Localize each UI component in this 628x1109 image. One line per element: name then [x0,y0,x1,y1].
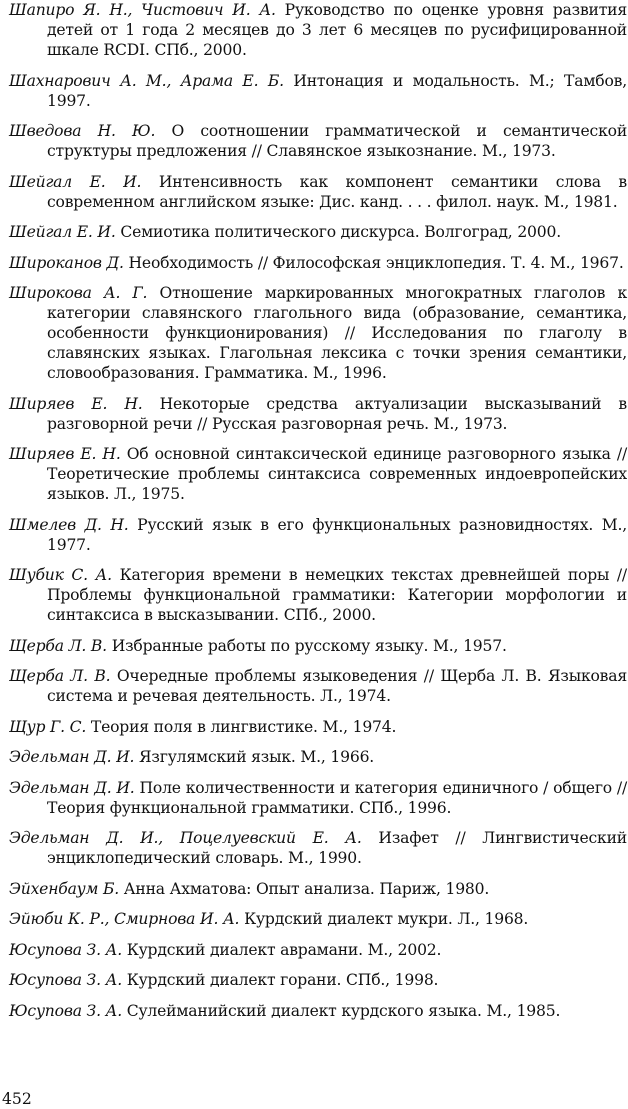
entry-author: Щерба Л. В. [9,667,111,685]
entry-author: Шапиро Я. Н., Чистович И. А. [9,1,276,19]
bibliography-entry [9,1001,627,1021]
entry-author: Юсупова З. А. [9,971,122,989]
bibliography-entry [9,253,627,273]
entry-author: Ширяев Е. Н. [9,394,143,413]
entry-text: Курдский диалект аврамани. М., 2002. [126,940,442,959]
entry-author: Эйхенбаум Б. [9,879,120,898]
entry-text: О соотношении грамматической и семантической структуры предложения // Славянское языкознание. М., 1973. [47,122,628,160]
entry-author: Юсупова З. А. [9,1001,122,1020]
entry-text: Поле количественности и категория единичного / общего // Теория функциональной грамматики. СПб., 1996. [47,778,628,817]
entry-text: Анна Ахматова: Опыт анализа. Париж, 1980. [123,879,490,898]
entry-text: Интонация и модальность. М.; Тамбов, 1997. [47,71,627,110]
bibliography-list [9,0,627,1031]
entry-text: Интенсивность как компонент семантики слова в современном английском языке: Дис. канд. . . . филол. наук. М., 1981. [47,172,627,211]
page-number: 452 [2,1090,32,1108]
entry-author: Щерба Л. В. [9,636,107,655]
bibliography-entry [9,879,627,899]
entry-text: Некоторые средства актуализации высказываний в разговорной речи // Русская разговорная речь. М., 1973. [47,394,627,433]
bibliography-entry [9,747,627,767]
entry-author: Эдельман Д. И., Поцелуевский Е. А. [9,829,362,847]
entry-author: Шмелев Д. Н. [9,515,129,534]
bibliography-entry [9,515,627,555]
entry-text: Язгулямский язык. М., 1966. [139,748,375,766]
entry-text: Очередные проблемы языковедения // Щерба Л. В. Языковая система и речевая деятельность. Л., 1974. [47,667,627,705]
bibliography-entry [9,666,627,706]
entry-text: Изафет // Лингвистический энциклопедический словарь. М., 1990. [47,829,627,867]
bibliography-entry [9,565,627,625]
bibliography-entry [9,222,627,242]
entry-author: Шейгал Е. И. [9,223,116,241]
entry-author: Эйюби К. Р., Смирнова И. А. [9,910,240,928]
entry-text: Избранные работы по русскому языку. М., 1957. [111,636,507,655]
entry-text: Сулейманийский диалект курдского языка. М., 1985. [126,1001,561,1020]
entry-text: Теория поля в лингвистике. М., 1974. [90,717,397,736]
bibliography-entry [9,909,627,929]
entry-text: Семиотика политического дискурса. Волгоград, 2000. [120,223,561,241]
entry-text: Курдский диалект мукри. Л., 1968. [244,910,529,928]
bibliography-entry [9,940,627,960]
entry-author: Эдельман Д. И. [9,748,135,766]
bibliography-entry [9,828,627,868]
entry-author: Широкова А. Г. [9,284,148,302]
bibliography-entry [9,121,627,161]
entry-text: Об основной синтаксической единице разговорного языка // Теоретические проблемы синтаксиса современных индоевропейских языков. Л., 1975. [47,445,627,503]
entry-author: Широканов Д. [9,253,124,272]
entry-text: Курдский диалект горани. СПб., 1998. [126,971,439,989]
entry-text: Необходимость // Философская энциклопедия. Т. 4. М., 1967. [128,253,624,272]
bibliography-entry [9,394,627,434]
entry-author: Шубик С. А. [9,566,112,584]
bibliography-entry [9,444,627,504]
entry-author: Шахнарович А. М., Арама Е. Б. [9,71,284,90]
bibliography-entry [9,0,627,60]
entry-text: Отношение маркированных многократных глаголов к категории славянского глагольного вида (образование, семантика, особенности функционирования) // Исследования по глаголу в славянских языках. Глагольная лексика с точки зрения семантики, словообразования. Грамматика. М., 1996. [47,284,627,382]
bibliography-entry [9,71,627,111]
entry-author: Ширяев Е. Н. [9,445,121,463]
entry-author: Шведова Н. Ю. [9,122,156,140]
entry-author: Шейгал Е. И. [9,172,142,191]
entry-author: Щур Г. С. [9,717,87,736]
bibliography-entry [9,778,627,818]
bibliography-entry [9,283,627,383]
bibliography-entry [9,636,627,656]
entry-text: Русский язык в его функциональных разновидностях. М., 1977. [47,515,627,554]
entry-author: Юсупова З. А. [9,940,122,959]
entry-author: Эдельман Д. И. [9,778,135,797]
entry-text: Руководство по оценке уровня развития детей от 1 года 2 месяцев до 3 лет 6 месяцев по русифицированной шкале RCDI. СПб., 2000. [47,1,627,59]
entry-text: Категория времени в немецких текстах древнейшей поры // Проблемы функциональной грамматики: Категории морфологии и синтаксиса в высказывании. СПб., 2000. [47,566,627,624]
bibliography-entry [9,970,627,990]
bibliography-entry [9,717,627,737]
bibliography-entry [9,172,627,212]
